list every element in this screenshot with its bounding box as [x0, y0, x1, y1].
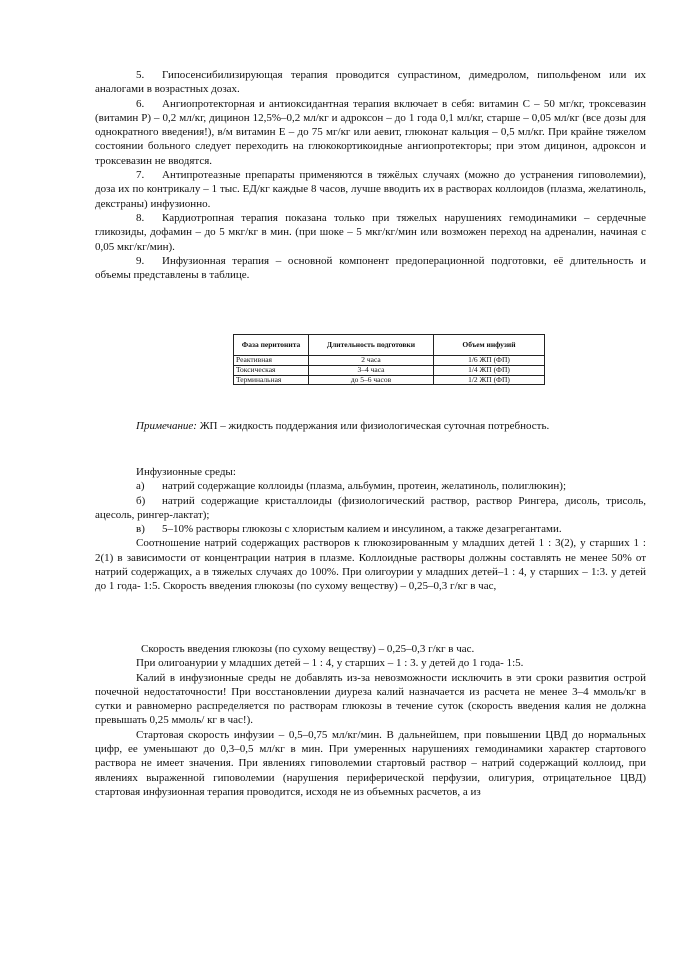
- note-label: Примечание:: [136, 420, 197, 432]
- media-mark: б): [136, 494, 146, 507]
- list-text: Ангиопротекторная и антиоксидантная терапия включает в себя: витамин С – 50 мг/кг, троксевазин (витамин Р) – 0,2 мл/кг, дицинон 12,5%–0,2 мл/кг и адроксон – до 1 года 0,1 мл/кг, старше – 0,05 мл/кг (все дозы для однократного введения!), в/м витамин Е – до 75 мг/кг или аевит, глюконат кальция – 0,5 мл/кг. При крайне тяжелом состоянии больного следует переходить на глюкокортикоидные ангиопротекторы; при этом дицинон, адроксон и троксевазин не вводятся.: [95, 97, 646, 167]
- table-cell: до 5–6 часов: [309, 375, 434, 385]
- table-row: [234, 365, 545, 375]
- table-header: Фаза перитонита: [234, 335, 309, 356]
- list-number: 8.: [136, 211, 145, 224]
- table-row: [234, 375, 545, 385]
- speed-paragraph: Скорость введения глюкозы (по сухому веществу) – 0,25–0,3 г/кг в час.: [141, 643, 475, 655]
- media-title: Инфузионные среды:: [136, 466, 236, 478]
- kalium-paragraph: Калий в инфузионные среды не добавлять из-за невозможности исключить в эти сроки развития острой почечной недостаточности! При восстановлении диуреза калий назначается из расчета не менее 3–4 ммоль/кг в сутки и равномерно распределяется по растворам глюкозы в течение суток (скорость введения калия не должна превышать 0,25 ммоль/ кг в час!).: [95, 671, 646, 727]
- table-header: Объем инфузий: [434, 335, 545, 356]
- media-item-b: [95, 494, 646, 523]
- list-item-5: [95, 68, 646, 97]
- table-header-row: [234, 335, 545, 356]
- table-cell: Терминальная: [234, 375, 309, 385]
- infusion-media-block: [95, 465, 646, 594]
- media-text: 5–10% растворы глюкозы с хлористым калием и инсулином, а также дезагрегантами.: [162, 523, 562, 536]
- table-cell: 1/2 ЖП (ФП): [434, 375, 545, 385]
- table-cell: Реактивная: [234, 356, 309, 366]
- infusion-table: [233, 334, 545, 385]
- media-text: натрий содержащие кристаллоиды (физиологический раствор, раствор Рингера, дисоль, трисоль, ацесоль, рингер-лактат);: [95, 494, 646, 521]
- list-item-9: [95, 254, 646, 283]
- note-block: [95, 419, 646, 433]
- numbered-list: [95, 68, 646, 282]
- list-text: Инфузионная терапия – основной компонент предоперационной подготовки, её длительность и объемы представлены в таблице.: [95, 254, 646, 282]
- list-number: 9.: [136, 254, 145, 267]
- list-text: Кардиотропная терапия показана только при тяжелых нарушениях гемодинамики – сердечные гликозиды, дофамин – до 5 мкг/кг в мин. (при шоке – 5 мкг/кг/мин или возможен переход на адреналин, начиная с 0,05 мкг/кг/мин).: [95, 211, 646, 253]
- table-cell: 3–4 часа: [309, 365, 434, 375]
- list-item-8: [95, 211, 646, 254]
- note-paragraph: [95, 419, 646, 433]
- media-item-a: [95, 479, 646, 493]
- table-cell: 1/6 ЖП (ФП): [434, 356, 545, 366]
- table-cell: Токсическая: [234, 365, 309, 375]
- glucose-block: [95, 642, 646, 799]
- list-text: Гипосенсибилизирующая терапия проводится супрастином, димедролом, пипольфеном или их аналогами в возрастных дозах.: [95, 69, 646, 96]
- note-text: ЖП – жидкость поддержания или физиологическая суточная потребность.: [196, 420, 550, 432]
- table-row: [234, 356, 545, 366]
- list-number: 5.: [136, 69, 145, 81]
- media-text: натрий содержащие коллоиды (плазма, альбумин, протеин, желатиноль, полиглюкин);: [162, 480, 567, 493]
- table-header: Длительность подготовки: [309, 335, 434, 356]
- start-paragraph: Стартовая скорость инфузии – 0,5–0,75 мл/кг/мин. В дальнейшем, при повышении ЦВД до нормальных цифр, ее уменьшают до 0,3–0,5 мл/кг в мин. При умеренных нарушениях гемодинамики характер стартового раствора не имеет значения. При явлениях гиповолемии стартовый раствор – натрий содержащий коллоид, при явлениях выраженной гиповолемии (нарушения периферической перфузии, олигурия, отрицательное ЦВД) стартовая инфузионная терапия проводится, исходя не из объемных расчетов, а из: [95, 728, 646, 798]
- table-cell: 1/4 ЖП (ФП): [434, 365, 545, 375]
- list-text: Антипротеазные препараты применяются в тяжёлых случаях (можно до устранения гиповолемии), доза их по контрикалу – 1 тыс. ЕД/кг каждые 8 часов, лучше вводить их в растворах коллоидов (плазма, желатиноль, декстраны) инфузионно.: [95, 169, 646, 210]
- media-mark: а): [136, 480, 145, 493]
- media-item-c: [95, 522, 646, 536]
- oligo-paragraph: При олигоанурии у младших детей – 1 : 4, у старших – 1 : 3. у детей до 1 года- 1:5.: [136, 657, 524, 670]
- list-item-7: [95, 168, 646, 211]
- list-item-6: [95, 97, 646, 168]
- media-mark: в): [136, 523, 145, 536]
- ratio-paragraph: Соотношение натрий содержащих растворов к глюкозированным у младших детей 1 : 3(2), у старших 1 : 2(1) в зависимости от концентрации натрия в плазме. Коллоидные растворы должны составлять не менее 50% от натрий содержащих, а в тяжелых случаях до 100%. При олигоурии у младших детей–1 : 4, у старших – 1:3. у детей до 1 года- 1:5. Скорость введения глюкозы (по сухому веществу) – 0,25–0,3 г/кг в час,: [95, 537, 646, 593]
- list-number: 6.: [136, 97, 145, 110]
- list-number: 7.: [136, 169, 145, 182]
- table-cell: 2 часа: [309, 356, 434, 366]
